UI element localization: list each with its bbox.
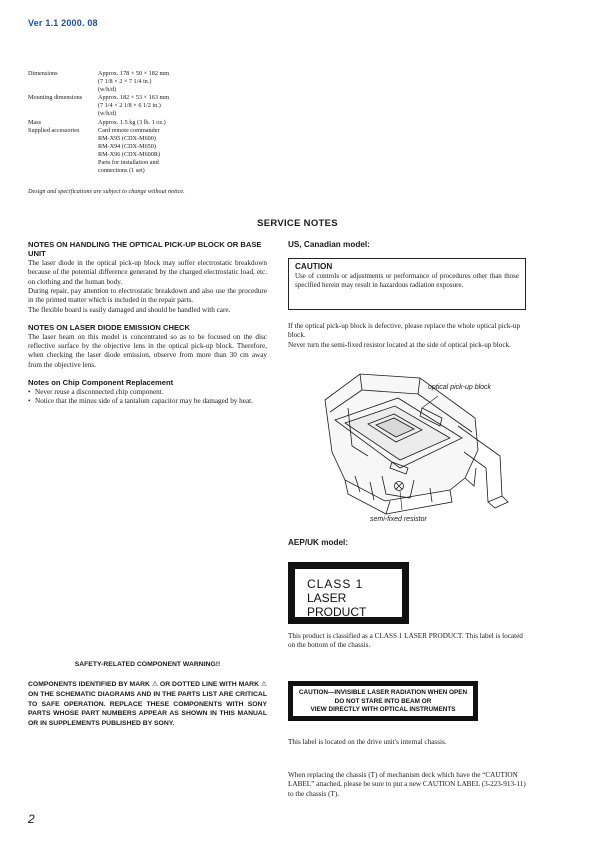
spec-label: Supplied accessories <box>28 126 80 134</box>
laser-caution-inner <box>293 686 473 716</box>
spec-label: Dimensions <box>28 70 58 77</box>
spec-line: Approx. 178 × 50 × 182 mm <box>98 70 170 77</box>
bullet-mark: • <box>28 397 31 406</box>
page-number: 2 <box>28 812 35 826</box>
paragraph: If the optical pick-up block is defective, please replace the whole optical pick-up block. <box>288 322 521 340</box>
figure-label-pickup: optical pick-up block <box>428 384 492 391</box>
figure-label-resistor: semi-fixed resistor <box>370 516 427 523</box>
spec-line: RM-X96 (CDX-M600R) <box>98 150 161 158</box>
paragraph: The flexible board is easily damaged and should be handled with care. <box>28 305 231 314</box>
spec-line: (7 1/8 × 2 × 7 1/4 in.) <box>98 78 152 86</box>
class1-label-inner <box>295 569 402 617</box>
version-label: Ver 1.1 2000. 08 <box>28 18 98 28</box>
list-item-text: Never reuse a disconnected chip component. <box>35 387 164 396</box>
optical-pickup-figure <box>290 368 530 528</box>
pickup-replacement-text <box>288 322 538 350</box>
spec-line: (w/h/d) <box>98 86 117 94</box>
heading-chip-replacement: Notes on Chip Component Replacement <box>28 378 174 388</box>
invisible-laser-caution-label <box>288 681 478 721</box>
paragraph: During repair, pay attention to electrostatic breakdown and also use the procedure in the printed matter which is included in the repair parts. <box>28 287 267 305</box>
spec-line: RM-X94 (CDX-M650) <box>98 142 156 150</box>
pickup-block-drawing <box>290 368 530 528</box>
spec-disclaimer: Design and specifications are subject to change without notice. <box>28 188 185 195</box>
section-title: SERVICE NOTES <box>257 218 338 229</box>
class-label-text: This product is classified as a CLASS 1 LASER PRODUCT. This label is located on the bottom of the chassis. <box>288 632 523 650</box>
spec-value <box>98 119 258 127</box>
class1-line: CLASS 1 <box>307 577 364 591</box>
left-column <box>28 240 267 407</box>
safety-warning-title: SAFETY-RELATED COMPONENT WARNING!! <box>74 661 221 668</box>
spec-label: Mass <box>28 118 42 126</box>
laser-caution-line: DO NOT STARE INTO BEAM OR <box>334 697 432 705</box>
spec-row-dimensions <box>28 70 258 94</box>
chassis-replacement-text: When replacing the chassis (T) of mechanism deck which have the “CAUTION LABEL” attached, please be sure to put a new CAUTION LABEL (3-223-913-11) to the chassis (T). <box>288 771 526 798</box>
spec-row-mass <box>28 119 258 127</box>
list-item-text: Notice that the minus side of a tantalum capacitor may be damaged by heat. <box>35 397 253 406</box>
spec-value <box>98 70 258 94</box>
spec-line: connections (1 set) <box>98 167 145 175</box>
safety-warning-text: COMPONENTS IDENTIFIED BY MARK ⚠ OR DOTTED LINE WITH MARK ⚠ ON THE SCHEMATIC DIAGRAMS AND IN THE PARTS LIST ARE CRITICAL TO SAFE OPERATION. REPLACE THESE COMPONENTS WITH SONY PARTS WHOSE PART NUMBERS APPEAR AS SHOWN IN THIS MANUAL OR IN SUPPLEMENTS PUBLISHED BY SONY. <box>28 681 267 728</box>
spec-value <box>98 127 258 176</box>
drive-unit-label-text: This label is located on the drive unit's internal chassis. <box>288 738 447 746</box>
caution-box <box>288 258 526 310</box>
aep-uk-heading: AEP/UK model: <box>288 538 349 547</box>
list-item <box>28 388 267 397</box>
spec-line: RM-X95 (CDX-M600) <box>98 134 156 142</box>
list-item <box>28 397 267 406</box>
paragraph: The laser diode in the optical pick-up block may suffer electrostatic breakdown because of the potential difference generated by the charged electrostatic load, etc. on clothing and the human body. <box>28 258 267 286</box>
laser-caution-line: CAUTION—INVISIBLE LASER RADIATION WHEN OPEN <box>298 689 468 696</box>
paragraph: Never turn the semi-fixed resistor located at the side of optical pick-up block. <box>288 340 511 349</box>
paragraph: The laser beam on this model is concentrated so as to be focused on the disc reflective surface by the objective lens in the optical pick-up block. Therefore, when checking the laser diode emission, observe from more than 30 cm away from the objective lens. <box>28 332 267 369</box>
spec-line: Parts for installation and <box>98 159 159 167</box>
caution-text: Use of controls or adjustments or performance of procedures other than those specified herein may result in hazardous radiation exposure. <box>295 272 519 290</box>
caution-title: CAUTION <box>295 262 333 271</box>
bullet-mark: • <box>28 387 31 396</box>
spec-value <box>98 94 258 118</box>
class1-laser-label <box>288 562 409 624</box>
laser-product-line: LASER PRODUCT <box>307 591 367 619</box>
spec-label: Mounting dimensions <box>28 94 83 102</box>
spec-line: (w/h/d) <box>98 110 117 118</box>
spec-line: (7 1/4 × 2 1/8 × 6 1/2 in.) <box>98 102 161 110</box>
us-canadian-heading: US, Canadian model: <box>288 240 370 249</box>
heading-optical-pickup: NOTES ON HANDLING THE OPTICAL PICK-UP BLOCK OR BASE UNIT <box>28 240 262 259</box>
heading-laser-check: NOTES ON LASER DIODE EMISSION CHECK <box>28 323 191 333</box>
spec-line: Approx. 1.5 kg (3 lb. 1 oz.) <box>98 118 166 126</box>
spec-line: Card remote commander <box>98 126 160 134</box>
spec-line: Approx. 182 × 53 × 163 mm <box>98 94 170 102</box>
spec-row-mounting <box>28 94 258 118</box>
spec-row-accessories <box>28 127 258 176</box>
specifications-block <box>28 70 258 175</box>
laser-caution-line: VIEW DIRECTLY WITH OPTICAL INSTRUMENTS <box>310 706 456 714</box>
